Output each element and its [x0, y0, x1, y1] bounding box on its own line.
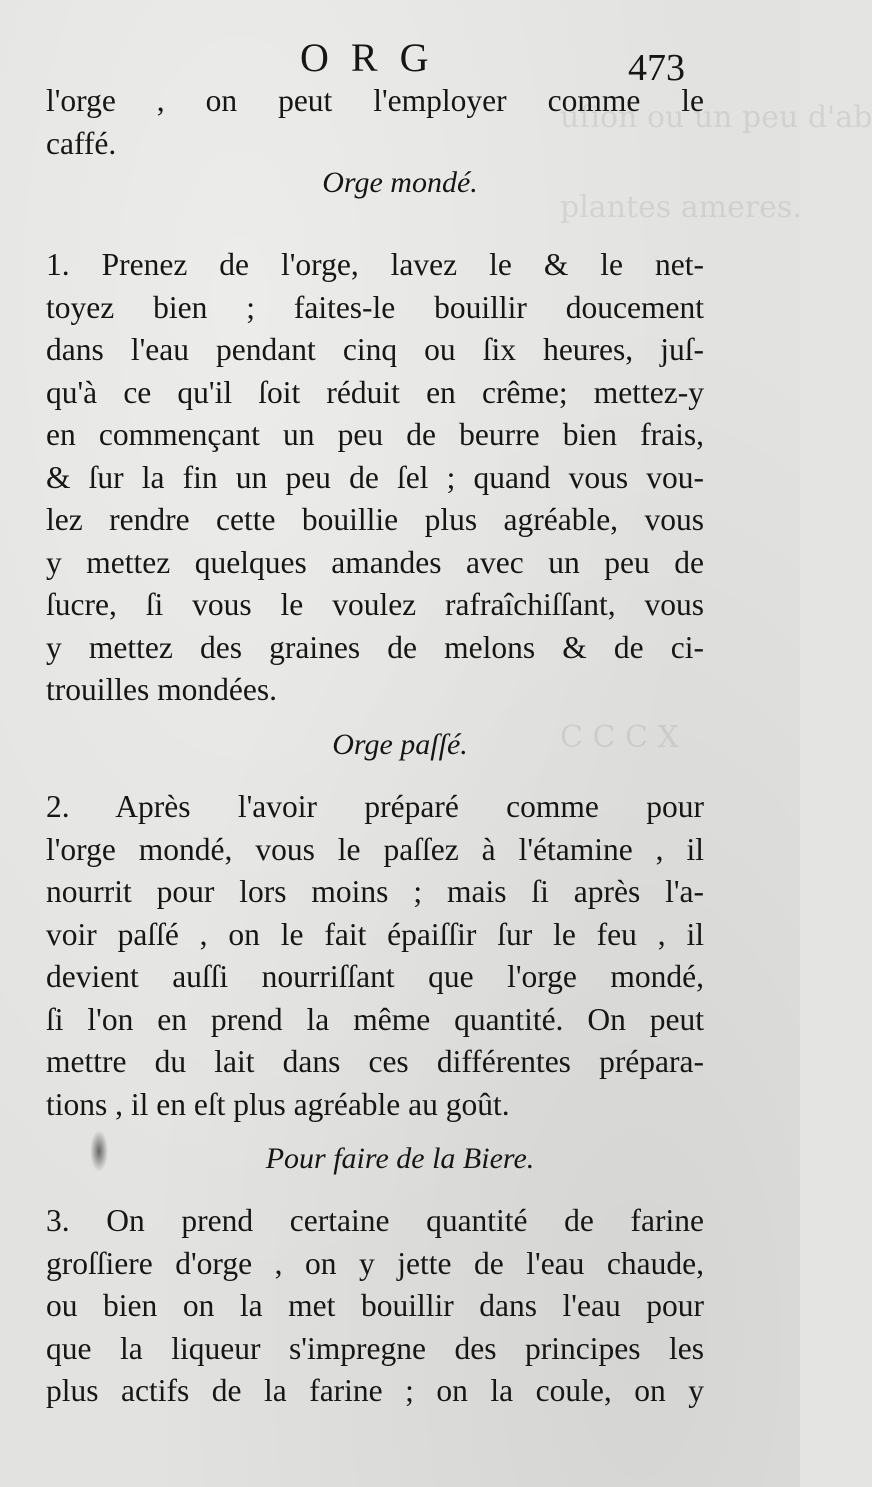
text-line: plus actifs de la farine ; on la coule, on y: [46, 1373, 704, 1408]
show-through: plantes ameres.: [560, 190, 802, 225]
text-line: ou bien on la met bouillir dans l'eau pour: [46, 1288, 704, 1323]
section-heading-orge-passe: Orge paſſé.: [332, 728, 468, 761]
section-heading-biere: Pour faire de la Biere.: [265, 1142, 535, 1175]
text-line: que la liqueur s'impregne des principes les: [46, 1330, 704, 1366]
text-line: 2. Après l'avoir préparé comme pour: [46, 789, 704, 824]
text-line: groſſiere d'orge , on y jette de l'eau chaude,: [46, 1245, 704, 1281]
text-line: caffé.: [46, 125, 117, 161]
text-line: nourrit pour lors moins ; mais ſi après l'a-: [46, 874, 704, 909]
show-through: uſion ou un peu d'ab: [560, 100, 872, 135]
text-line: mettre du lait dans ces différentes prépara-: [46, 1044, 704, 1079]
show-through: C C C X: [560, 720, 679, 755]
text-line: 1. Prenez de l'orge, lavez le & le net-: [46, 247, 704, 282]
text-line: tions , il en eſt plus agréable au goût.: [46, 1086, 510, 1122]
paragraph-2: [46, 786, 704, 1126]
text-line: dans l'eau pendant cinq ou ſix heures, juſ-: [46, 332, 704, 367]
text-line: voir paſſé , on le fait épaiſſir ſur le feu , il: [46, 916, 704, 952]
text-line: ſucre, ſi vous le voulez rafraîchiſſant, vous: [46, 587, 704, 622]
paragraph-1: [46, 244, 704, 712]
text-line: toyez bien ; faites-le bouillir doucement: [46, 289, 704, 325]
text-line: 3. On prend certaine quantité de farine: [46, 1203, 704, 1238]
page-header: [0, 34, 800, 89]
text-line: y mettez des graines de melons & de ci-: [46, 629, 704, 665]
text-line: lez rendre cette bouillie plus agréable, vous: [46, 502, 704, 537]
text-line: trouilles mondées.: [46, 672, 277, 707]
text-line: en commençant un peu de beurre bien frais,: [46, 417, 704, 452]
text-line: qu'à ce qu'il ſoit réduit en crême; mettez-y: [46, 374, 704, 410]
intro-paragraph: [46, 80, 704, 165]
text-line: y mettez quelques amandes avec un peu de: [46, 544, 704, 580]
text-line: ſi l'on en prend la même quantité. On peut: [46, 1001, 704, 1037]
paragraph-3: [46, 1200, 704, 1413]
text-line: & ſur la fin un peu de ſel ; quand vous vou-: [46, 459, 704, 495]
text-line: l'orge , on peut l'employer comme le: [46, 83, 704, 118]
page-number: 473: [628, 47, 685, 89]
running-head: O R G: [300, 35, 435, 80]
text-line: l'orge mondé, vous le paſſez à l'étamine , il: [46, 831, 704, 867]
text-line: devient auſſi nourriſſant que l'orge mondé,: [46, 959, 704, 994]
section-heading-orge-monde: Orge mondé.: [322, 166, 478, 199]
